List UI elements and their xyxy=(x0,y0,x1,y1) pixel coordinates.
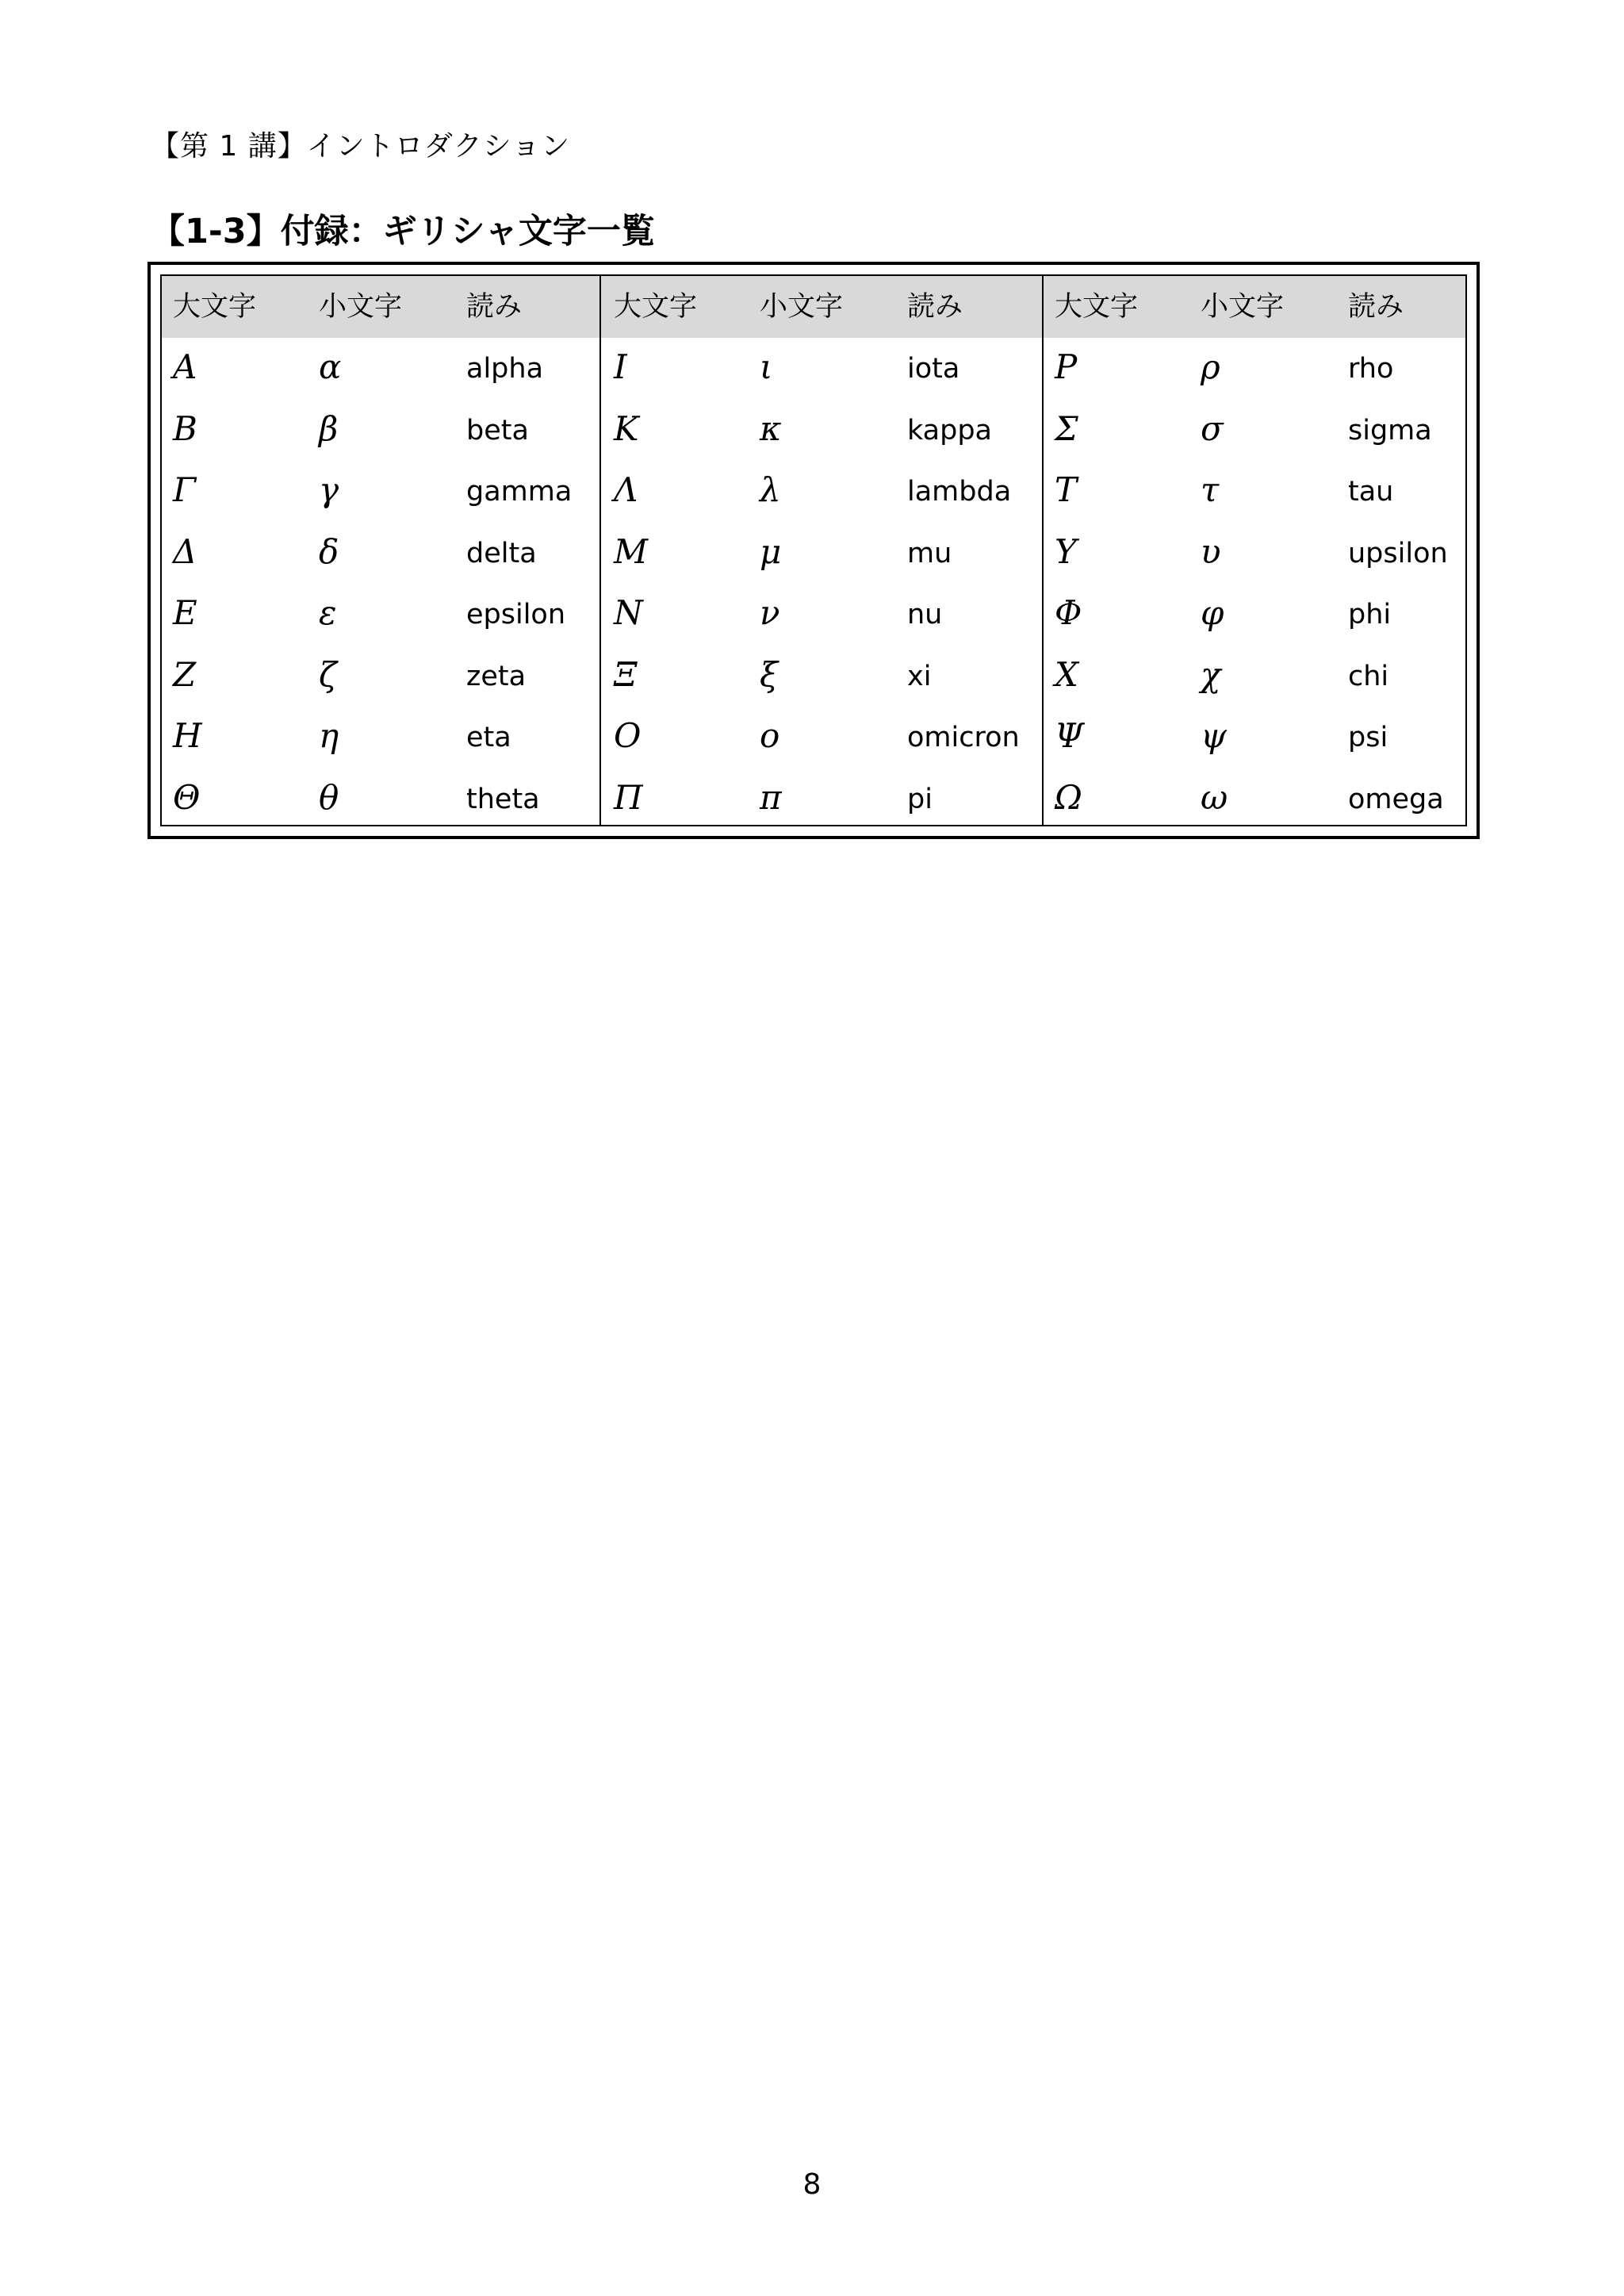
letter-name: upsilon xyxy=(1348,537,1448,569)
letter-name: eta xyxy=(466,722,511,753)
uppercase-letter: Υ xyxy=(1055,531,1077,571)
letter-name: theta xyxy=(466,783,540,815)
lowercase-letter: θ xyxy=(319,777,339,817)
lowercase-letter: φ xyxy=(1201,593,1224,632)
lowercase-letter: ρ xyxy=(1201,347,1220,386)
letter-name: pi xyxy=(907,783,933,815)
letter-name: mu xyxy=(907,537,952,569)
column-header: 小文字 xyxy=(319,291,403,323)
lowercase-letter: ε xyxy=(319,593,337,632)
letter-name: kappa xyxy=(907,414,992,447)
letter-name: lambda xyxy=(907,476,1012,508)
greek-alphabet-table xyxy=(147,262,1480,839)
uppercase-letter: Λ xyxy=(614,470,638,509)
letter-name: psi xyxy=(1348,722,1388,753)
uppercase-letter: Ν xyxy=(614,593,643,632)
lowercase-letter: τ xyxy=(1201,470,1220,509)
uppercase-letter: Χ xyxy=(1055,654,1078,694)
letter-name: xi xyxy=(907,660,932,692)
letter-name: alpha xyxy=(466,353,544,385)
lowercase-letter: χ xyxy=(1201,654,1221,694)
letter-name: omega xyxy=(1348,783,1444,815)
uppercase-letter: Ω xyxy=(1055,777,1082,817)
uppercase-letter: Φ xyxy=(1055,593,1082,632)
lowercase-letter: κ xyxy=(760,408,782,448)
lowercase-letter: ο xyxy=(760,716,780,755)
uppercase-letter: Τ xyxy=(1055,470,1078,509)
letter-name: rho xyxy=(1348,353,1394,385)
group-divider xyxy=(599,276,601,825)
column-header: 大文字 xyxy=(173,291,257,323)
letter-name: phi xyxy=(1348,599,1392,631)
table-inner-border xyxy=(160,274,1467,826)
letter-name: delta xyxy=(466,537,537,569)
column-header: 小文字 xyxy=(760,291,844,323)
letter-name: iota xyxy=(907,353,960,385)
letter-name: sigma xyxy=(1348,414,1432,447)
running-head: 【第 1 講】イントロダクション xyxy=(151,130,571,163)
column-header: 大文字 xyxy=(614,291,698,323)
uppercase-letter: Η xyxy=(173,716,202,755)
letter-name: epsilon xyxy=(466,599,566,631)
column-header: 読み xyxy=(1348,291,1404,323)
uppercase-letter: Ψ xyxy=(1055,716,1084,755)
lowercase-letter: μ xyxy=(760,531,782,571)
column-header: 小文字 xyxy=(1201,291,1285,323)
lowercase-letter: γ xyxy=(319,470,339,509)
lowercase-letter: σ xyxy=(1201,408,1224,448)
uppercase-letter: Β xyxy=(173,408,197,448)
letter-name: beta xyxy=(466,414,529,447)
uppercase-letter: Ε xyxy=(173,593,197,632)
lowercase-letter: δ xyxy=(319,531,339,571)
uppercase-letter: Μ xyxy=(614,531,649,571)
uppercase-letter: Θ xyxy=(173,777,201,817)
group-divider xyxy=(1042,276,1044,825)
uppercase-letter: Ι xyxy=(614,347,627,386)
lowercase-letter: ι xyxy=(760,347,773,386)
letter-name: zeta xyxy=(466,660,527,692)
uppercase-letter: Ρ xyxy=(1055,347,1078,386)
uppercase-letter: Ζ xyxy=(173,654,197,694)
uppercase-letter: Α xyxy=(173,347,197,386)
lowercase-letter: π xyxy=(760,777,782,817)
letter-name: omicron xyxy=(907,722,1020,753)
letter-name: nu xyxy=(907,599,943,631)
lowercase-letter: υ xyxy=(1201,531,1221,571)
lowercase-letter: β xyxy=(319,408,339,448)
uppercase-letter: Π xyxy=(614,777,643,817)
lowercase-letter: ν xyxy=(760,593,780,632)
lowercase-letter: α xyxy=(319,347,342,386)
uppercase-letter: Ο xyxy=(614,716,642,755)
column-header: 読み xyxy=(466,291,523,323)
uppercase-letter: Δ xyxy=(173,531,197,571)
uppercase-letter: Σ xyxy=(1055,408,1078,448)
lowercase-letter: η xyxy=(319,716,339,755)
section-title: 【1-3】付録：ギリシャ文字一覧 xyxy=(151,212,655,251)
uppercase-letter: Κ xyxy=(614,408,639,448)
lowercase-letter: ζ xyxy=(319,654,337,694)
letter-name: chi xyxy=(1348,660,1389,692)
uppercase-letter: Γ xyxy=(173,470,197,509)
lowercase-letter: ψ xyxy=(1201,716,1227,755)
lowercase-letter: λ xyxy=(760,470,781,509)
lowercase-letter: ξ xyxy=(760,654,779,694)
uppercase-letter: Ξ xyxy=(614,654,638,694)
letter-name: tau xyxy=(1348,476,1394,508)
page-number: 8 xyxy=(802,2168,822,2201)
lowercase-letter: ω xyxy=(1201,777,1228,817)
column-header: 大文字 xyxy=(1055,291,1139,323)
column-header: 読み xyxy=(907,291,963,323)
letter-name: gamma xyxy=(466,476,573,508)
